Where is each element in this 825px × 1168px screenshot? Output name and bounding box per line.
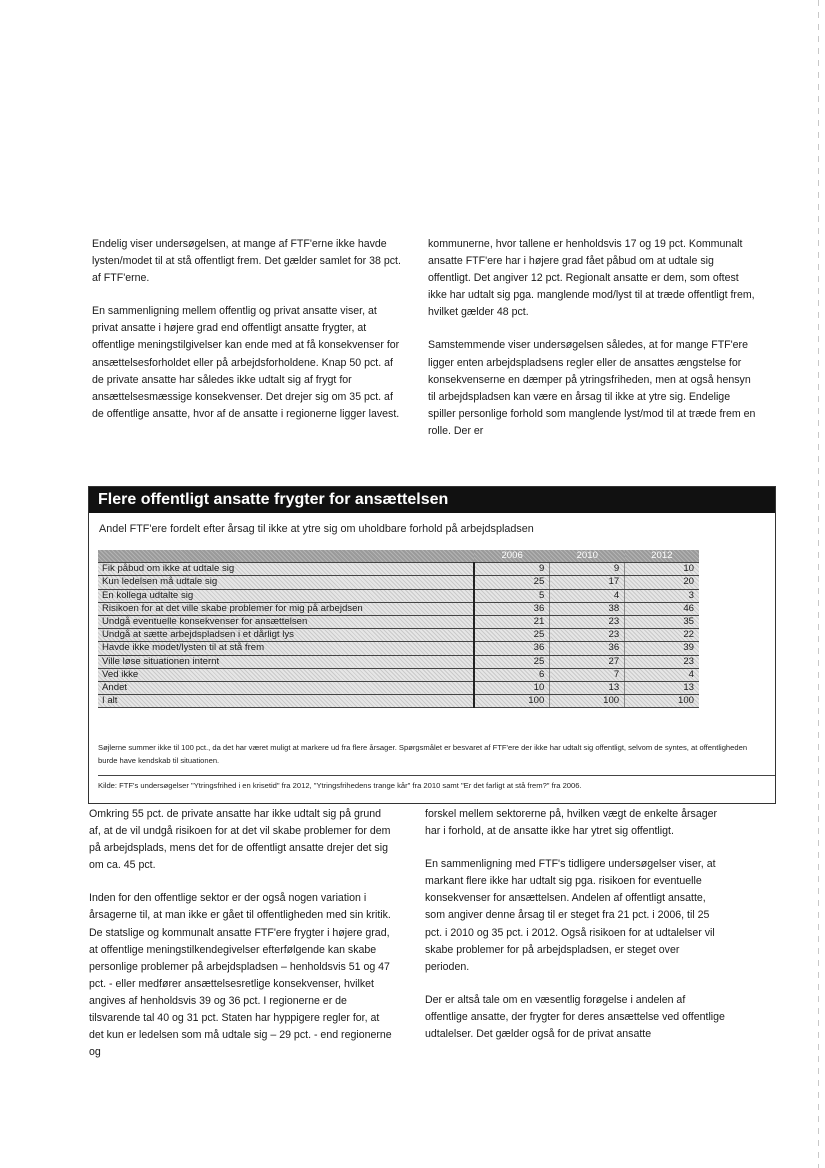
cell-value: 35 (625, 615, 699, 628)
table-row-total (98, 695, 699, 708)
cell-value: 4 (550, 589, 625, 602)
cell-value: 100 (625, 695, 699, 708)
data-table (98, 550, 699, 708)
table-header-year: 2012 (625, 550, 699, 563)
cell-value: 46 (625, 602, 699, 615)
table-row (98, 576, 699, 589)
table-row (98, 589, 699, 602)
cell-value: 20 (625, 576, 699, 589)
row-label: Havde ikke modet/lysten til at stå frem (98, 642, 474, 655)
cell-value: 25 (474, 655, 549, 668)
cell-value: 9 (474, 563, 549, 576)
row-label: En kollega udtalte sig (98, 589, 474, 602)
table-row (98, 642, 699, 655)
statistics-box (88, 486, 776, 804)
cell-value: 5 (474, 589, 549, 602)
cell-value: 17 (550, 576, 625, 589)
cell-value: 21 (474, 615, 549, 628)
table-header-year: 2006 (474, 550, 549, 563)
cell-value: 27 (550, 655, 625, 668)
table-header-label (98, 550, 474, 563)
cell-value: 100 (474, 695, 549, 708)
divider (98, 775, 775, 776)
cell-value: 23 (550, 615, 625, 628)
row-label: Fik påbud om ikke at udtale sig (98, 563, 474, 576)
cell-value: 3 (625, 589, 699, 602)
row-label: Ville løse situationen internt (98, 655, 474, 668)
paragraph: kommunerne, hvor tallene er henholdsvis 17 og 19 pct. Kommunalt ansatte FTF'ere har i højere grad fået påbud om at udtale sig offentligt. Det angiver 12 pct. Regionalt ansatte er dem, som oftest ikke har udtalt sig pga. manglende mod/lyst til at træde offentligt frem, hvilket gælder 48 pct. (428, 238, 755, 319)
table-header-year: 2010 (550, 550, 625, 563)
table-row (98, 629, 699, 642)
paragraph: Omkring 55 pct. de private ansatte har ikke udtalt sig på grund af, at de vil undgå risikoen for at det vil skabe problemer for dem på arbejdsplads, mens det for de offentligt ansatte drejer det sig om ca. 45 pct. (89, 808, 391, 872)
cell-value: 39 (625, 642, 699, 655)
scan-edge-line (818, 0, 819, 1168)
cell-value: 36 (550, 642, 625, 655)
cell-value: 23 (550, 629, 625, 642)
paragraph: En sammenligning mellem offentlig og privat ansatte viser, at privat ansatte i højere grad end offentligt ansatte frygter, at offentlige meningstilgivelser kan ende med at få konsekvenser for ansættelsesforholdet eller på arbejdsforholdene. Knap 50 pct. af de private ansatte har således ikke udtalt sig af frygt for ansættelsesmæssige konsekvenser. Det drejer sig om 35 pct. af de offentlige ansatte, hvor af de ansatte i regionerne ligger lavest. (92, 305, 400, 420)
row-label: Kun ledelsen må udtale sig (98, 576, 474, 589)
cell-value: 25 (474, 629, 549, 642)
text-column-top-right (428, 236, 758, 456)
cell-value: 13 (550, 681, 625, 694)
paragraph: Inden for den offentlige sektor er der også nogen variation i årsagerne til, at man ikke er gået til offentligheden med sin kritik. De statslige og kommunalt ansatte FTF'ere frygter i højere grad, at offentlige meningstilkendegivelser efterfølgende kan skabe personlige problemer på arbejdspladsen – henholdsvis 51 og 47 pct. - eller medfører ansættelsesretlige konsekvenser, hvilket angives af henholdsvis 39 og 36 pct. I regionerne er de tilsvarende tal 40 og 31 pct. Staten har hyppigere regler for, at det kun er ledelsen som må udtale sig – 29 pct. - end regionerne og (89, 892, 392, 1059)
paragraph: En sammenligning med FTF's tidligere undersøgelser viser, at markant flere ikke har udtalt sig pga. risikoen for eventuelle konsekvenser for ansættelsen. Andelen af offentligt ansatte, som angiver denne årsag til er steget fra 21 pct. i 2006, til 25 pct. i 2010 og 35 pct. i 2012. Også risikoen for at udtalelser vil skabe problemer for på arbejdspladsen, er steget over perioden. (425, 858, 716, 973)
cell-value: 4 (625, 668, 699, 681)
row-label: Undgå at sætte arbejdspladsen i et dårligt lys (98, 629, 474, 642)
cell-value: 25 (474, 576, 549, 589)
cell-value: 23 (625, 655, 699, 668)
paragraph: Der er altså tale om en væsentlig forøgelse i andelen af offentlige ansatte, der frygter for deres ansættelse ved offentlige udtalelser. Det gælder også for de privat ansatte (425, 993, 725, 1041)
cell-value: 9 (550, 563, 625, 576)
cell-value: 100 (550, 695, 625, 708)
table-row (98, 563, 699, 576)
paragraph: Samstemmende viser undersøgelsen således, at for mange FTF'ere ligger enten arbejdspladsens regler eller de ansattes ængstelse for konsekvenserne en dæmper på ytringsfriheden, men at også hensyn til arbejdspladsen kan være en årsag til ikke at ytre sig. Endelige spiller personlige forhold som manglende lyst/mod til at træde frem en rolle. Der er (428, 339, 756, 437)
row-label: I alt (98, 695, 474, 708)
table-header-row (98, 550, 699, 563)
table-row (98, 655, 699, 668)
table-row (98, 668, 699, 681)
cell-value: 36 (474, 642, 549, 655)
cell-value: 10 (625, 563, 699, 576)
table-row (98, 602, 699, 615)
box-subtitle: Andel FTF'ere fordelt efter årsag til ikke at ytre sig om uholdbare forhold på arbejdspladsen (99, 523, 534, 535)
cell-value: 38 (550, 602, 625, 615)
table-note: Søjlerne summer ikke til 100 pct., da det har været muligt at markere ud fra flere årsager. Spørgsmålet er besvaret af FTF'ere der ikke har udtalt sig offentligt, selvom de syntes, at offentligheden burde have kendskab til situationen. (98, 743, 748, 765)
row-label: Ved ikke (98, 668, 474, 681)
cell-value: 6 (474, 668, 549, 681)
text-column-bottom-right (425, 806, 725, 1059)
row-label: Undgå eventuelle konsekvenser for ansættelsen (98, 615, 474, 628)
box-title: Flere offentligt ansatte frygter for ansættelsen (89, 487, 775, 513)
table-row (98, 681, 699, 694)
row-label: Andet (98, 681, 474, 694)
paragraph: forskel mellem sektorerne på, hvilken vægt de enkelte årsager har i forhold, at de ansatte ikke har ytret sig offentligt. (425, 808, 718, 838)
paragraph: Endelig viser undersøgelsen, at mange af FTF'erne ikke havde lysten/modet til at stå offentligt frem. Det gælder samlet for 38 pct. af FTF'erne. (92, 238, 401, 285)
text-column-bottom-left (89, 806, 394, 1077)
table-row (98, 615, 699, 628)
row-label: Risikoen for at det ville skabe problemer for mig på arbejdsen (98, 602, 474, 615)
cell-value: 7 (550, 668, 625, 681)
cell-value: 13 (625, 681, 699, 694)
cell-value: 10 (474, 681, 549, 694)
text-column-top-left (92, 236, 402, 439)
source-note: Kilde: FTF's undersøgelser "Ytringsfrihed i en krisetid" fra 2012, "Ytringsfrihedens trange kår" fra 2010 samt "Er det farligt at stå frem?" fra 2006. (98, 781, 582, 790)
cell-value: 36 (474, 602, 549, 615)
cell-value: 22 (625, 629, 699, 642)
